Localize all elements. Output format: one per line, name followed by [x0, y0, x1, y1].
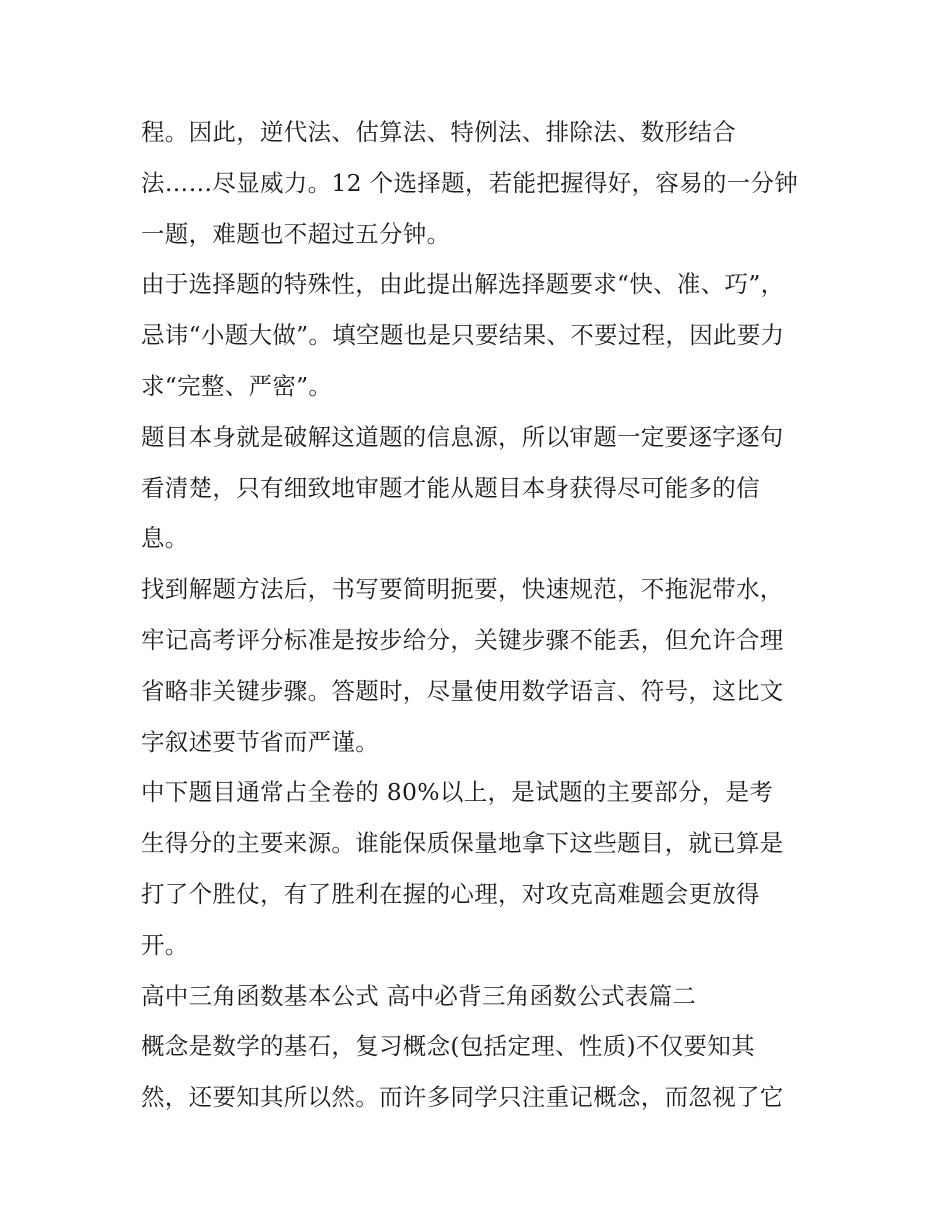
text-line: 生得分的主要来源。谁能保质保量地拿下这些题目，就已算是: [141, 829, 784, 858]
text-line: 看清楚，只有细致地审题才能从题目本身获得尽可能多的信: [141, 473, 760, 502]
text-line: 找到解题方法后，书写要简明扼要，快速规范，不拖泥带水，: [141, 575, 784, 604]
text-line: 打了个胜仗，有了胜利在握的心理，对攻克高难题会更放得: [141, 879, 760, 908]
document-body: [141, 107, 821, 1123]
text-line: 程。因此，逆代法、估算法、特例法、排除法、数形结合: [141, 118, 736, 146]
text-line: 求“完整、严密”。: [141, 371, 333, 400]
text-line: 一题，难题也不超过五分钟。: [141, 219, 451, 248]
text-line: 然，还要知其所以然。而许多同学只注重记概念，而忽视了它: [141, 1083, 784, 1112]
text-line: 省略非关键步骤。答题时，尽量使用数学语言、符号，这比文: [141, 676, 784, 705]
text-line: 中下题目通常占全卷的 80%以上，是试题的主要部分，是考: [141, 778, 774, 807]
text-line: 法……尽显威力。12 个选择题，若能把握得好，容易的一分钟: [141, 168, 799, 197]
text-line: 题目本身就是破解这道题的信息源，所以审题一定要逐字逐句: [141, 422, 784, 451]
text-line: 忌讳“小题大做”。填空题也是只要结果、不要过程，因此要力: [141, 321, 785, 350]
text-line: 概念是数学的基石，复习概念(包括定理、性质)不仅要知其: [141, 1032, 755, 1061]
text-line: 牢记高考评分标准是按步给分，关键步骤不能丢，但允许合理: [141, 625, 784, 654]
text-line: 字叙述要节省而严谨。: [141, 727, 379, 756]
text-line: 开。: [141, 930, 189, 959]
text-line: 息。: [141, 524, 189, 553]
section-heading: 高中三角函数基本公式 高中必背三角函数公式表篇二: [141, 981, 697, 1010]
text-line: 由于选择题的特殊性，由此提出解选择题要求“快、准、巧”，: [141, 270, 785, 299]
